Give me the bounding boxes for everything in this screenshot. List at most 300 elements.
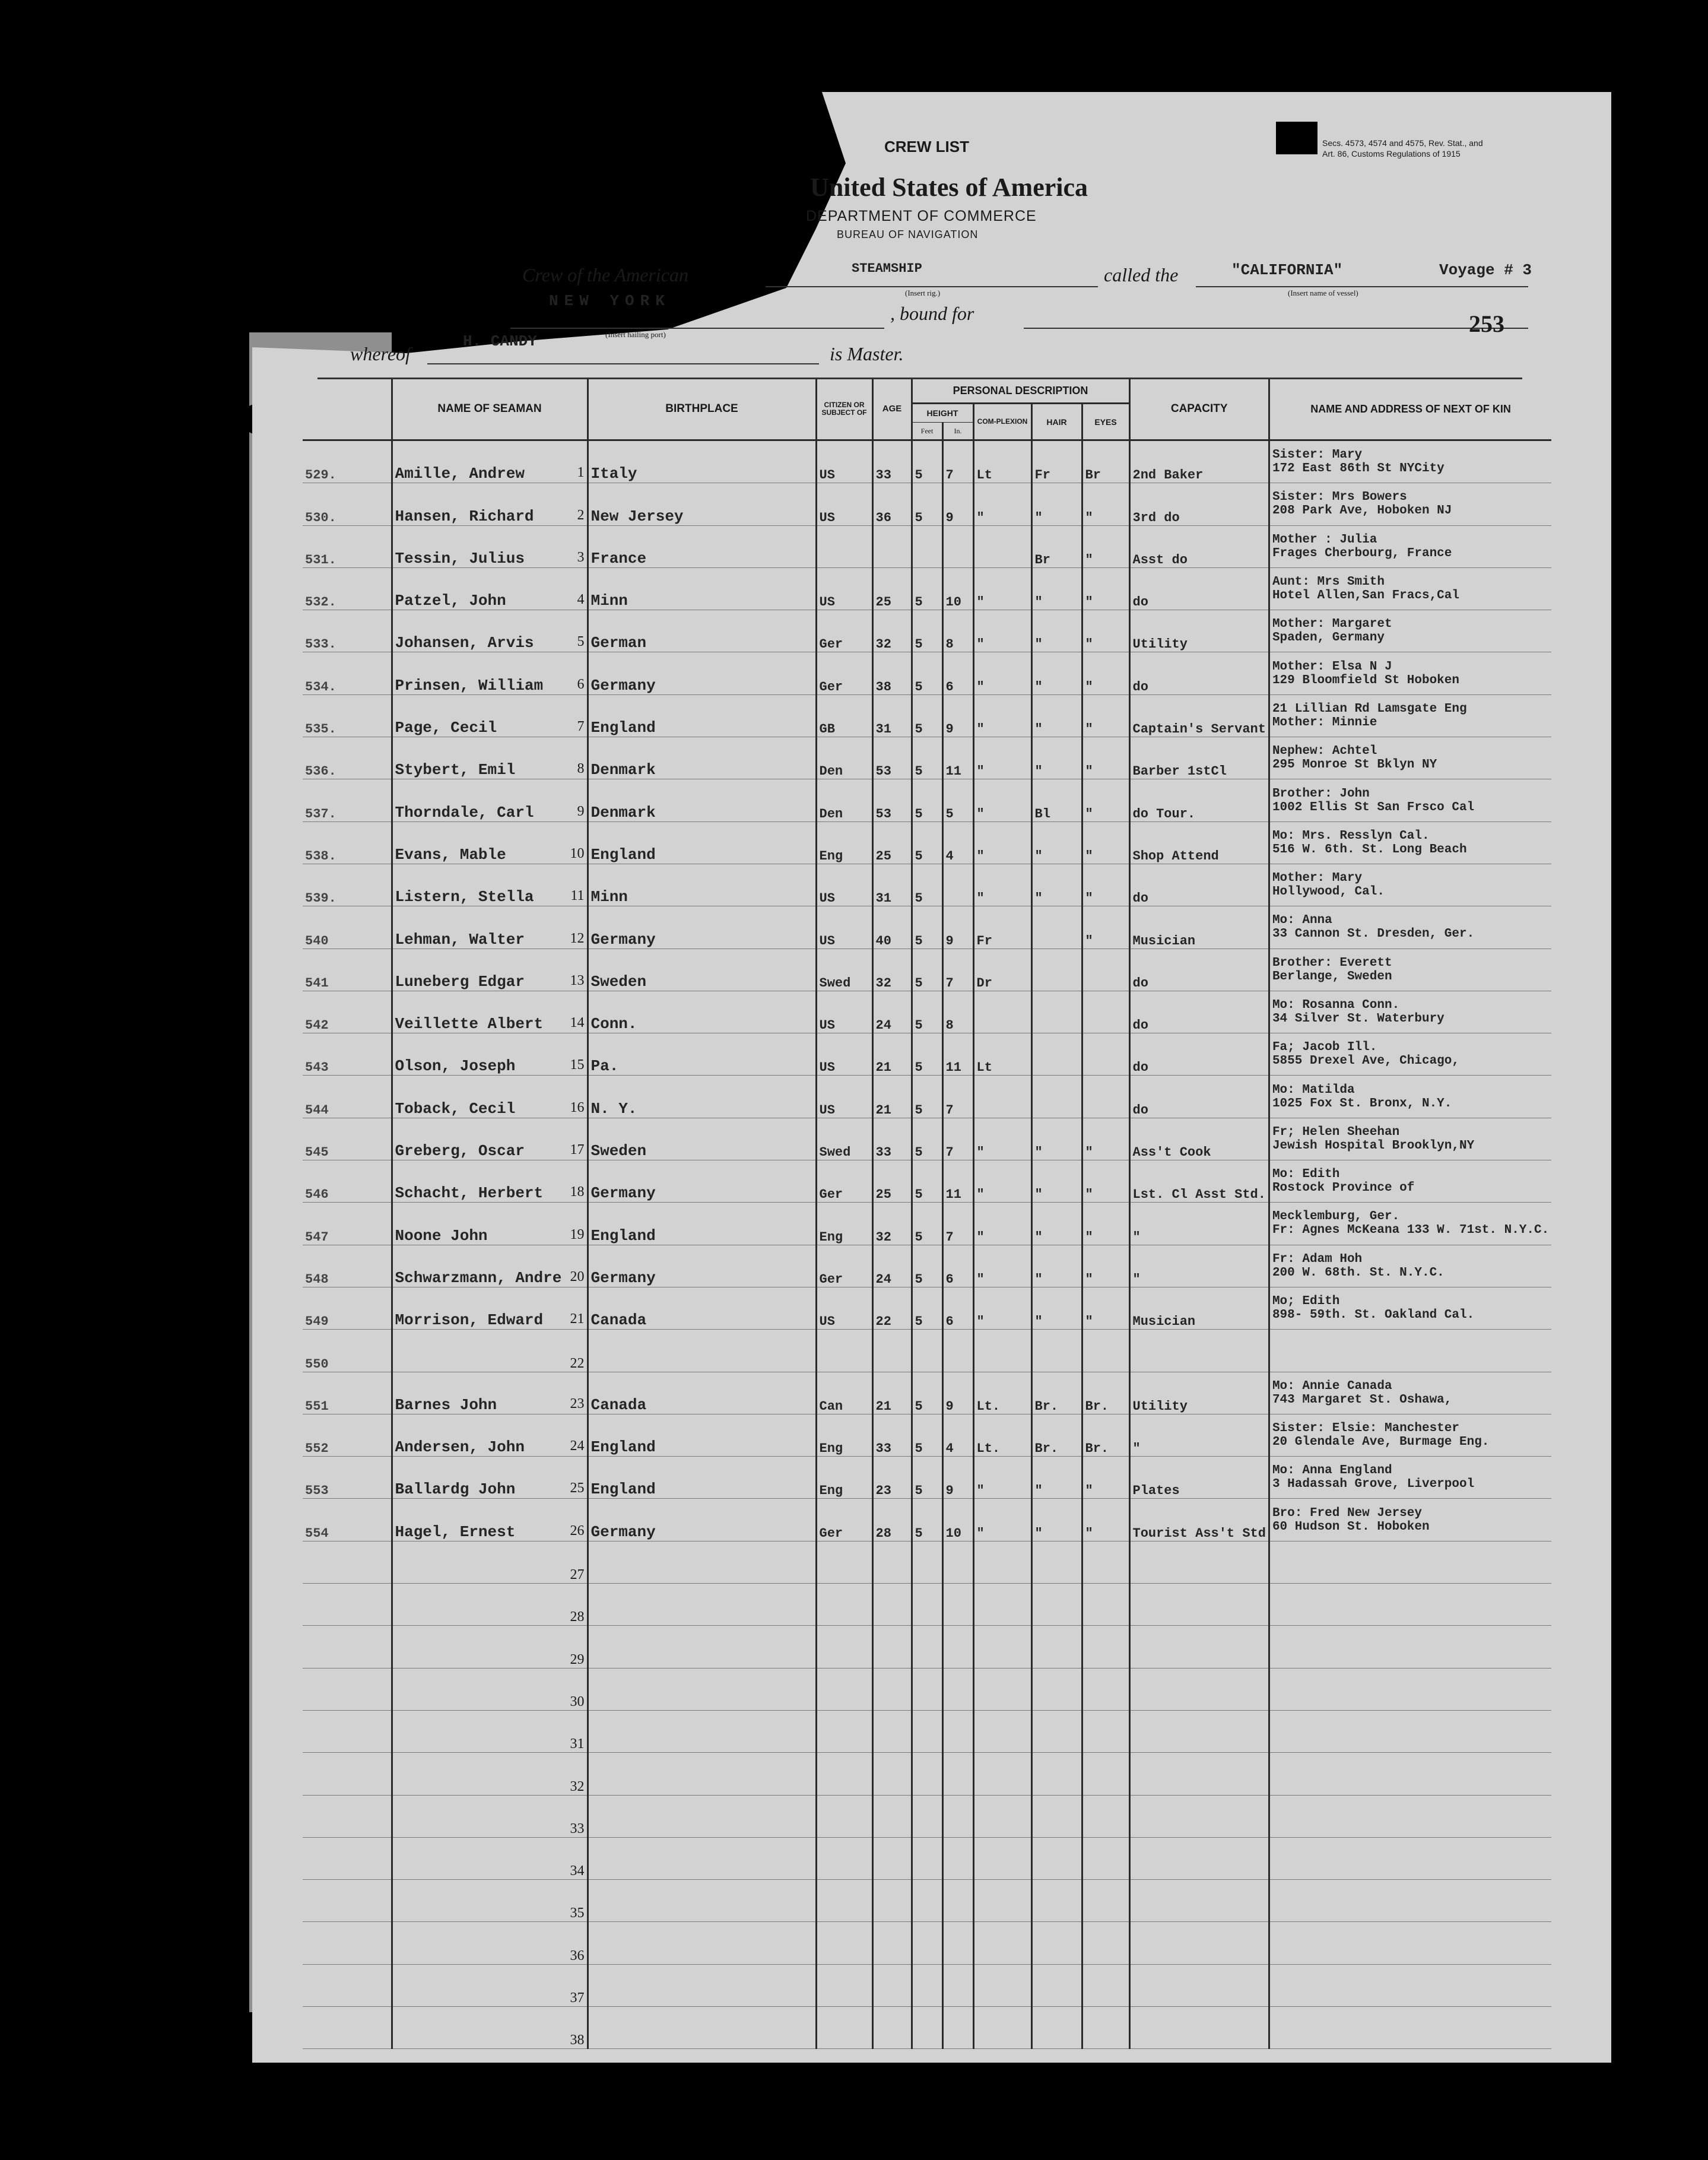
table-row (303, 567, 1551, 610)
next-of-kin-line: Spaden, Germany (1272, 631, 1385, 645)
bound-for-line (1024, 328, 1528, 329)
next-of-kin-line: 3 Hadassah Grove, Liverpool (1272, 1477, 1475, 1492)
age-cell-text: 25 (875, 848, 891, 864)
next-of-kin-line: Rostock Province of (1272, 1181, 1415, 1195)
crew-of-label: Crew of the American (522, 264, 688, 286)
bureau-heading: BUREAU OF NAVIGATION (837, 229, 979, 240)
eyes-cell-text: " (1085, 595, 1093, 610)
height-inches-cell (942, 1414, 973, 1456)
age-cell (872, 1457, 912, 1499)
age-cell (872, 1245, 912, 1287)
height-inches-cell (942, 864, 973, 906)
citizenship-cell (816, 1160, 872, 1203)
punch-hole (116, 718, 145, 747)
table-row (303, 1118, 1551, 1160)
entry-number (303, 652, 392, 694)
entry-number (303, 1626, 392, 1668)
entry-number-text: 529. (305, 468, 336, 483)
complexion-cell (973, 1076, 1031, 1118)
punch-hole (116, 1840, 145, 1869)
capacity-cell (1129, 1922, 1269, 1964)
complexion-cell-text: " (976, 1229, 985, 1245)
eyes-cell (1082, 1922, 1129, 1964)
next-of-kin-line: Mother : Julia (1272, 532, 1377, 547)
entry-number-text: 544 (305, 1102, 329, 1118)
birthplace-cell (588, 483, 816, 525)
table-row (303, 1203, 1551, 1245)
table-row (303, 525, 1551, 567)
entry-number (303, 737, 392, 779)
seaman-name (392, 2006, 588, 2048)
ink-blot (1276, 122, 1317, 154)
eyes-cell-text: " (1085, 933, 1093, 949)
capacity-cell-text: Musician (1132, 1314, 1196, 1330)
eyes-cell (1082, 610, 1129, 652)
age-cell (872, 1922, 912, 1964)
seaman-name (392, 652, 588, 694)
capacity-cell-text: Tourist Ass't Std (1132, 1525, 1266, 1541)
eyes-cell (1082, 652, 1129, 694)
eyes-cell-text: " (1085, 848, 1093, 864)
hair-cell (1031, 1203, 1082, 1245)
seaman-name-text: Patzel, John (395, 592, 506, 610)
age-cell (872, 1372, 912, 1414)
eyes-cell-text: " (1085, 1229, 1093, 1245)
hair-cell-text: " (1034, 722, 1043, 737)
capacity-cell (1129, 1668, 1269, 1710)
birthplace-cell (588, 1118, 816, 1160)
seaman-name-text: Lehman, Walter (395, 930, 525, 949)
height-inches-cell (942, 1203, 973, 1245)
line-number: 33 (570, 1820, 585, 1837)
vessel-name: "CALIFORNIA" (1231, 261, 1343, 279)
entry-number (303, 694, 392, 737)
eyes-cell (1082, 1753, 1129, 1795)
height-inches-cell (942, 1922, 973, 1964)
age-cell (872, 1795, 912, 1837)
seaman-name (392, 779, 588, 822)
seaman-name (392, 864, 588, 906)
height-feet-cell (912, 1922, 942, 1964)
height-inches-cell (942, 1033, 973, 1076)
entry-number-text: 536. (305, 764, 336, 779)
citizenship-cell-text: US (819, 595, 835, 610)
hair-cell-text: Bl (1034, 806, 1050, 822)
table-row (303, 1584, 1551, 1626)
height-inches-cell (942, 779, 973, 822)
hair-cell-text: Fr (1034, 468, 1050, 483)
age-cell-text: 33 (875, 1441, 891, 1457)
seaman-name (392, 1287, 588, 1329)
eyes-cell (1082, 779, 1129, 822)
height-inches-cell (942, 991, 973, 1033)
height-feet-cell (912, 1499, 942, 1541)
citizenship-cell (816, 991, 872, 1033)
citizenship-cell-text: Eng (819, 1483, 843, 1499)
next-of-kin-line: Mo: Matilda (1272, 1083, 1355, 1097)
form-title: CREW LIST (884, 138, 969, 156)
next-of-kin-cell (1269, 567, 1551, 610)
rig-hint: (Insert rig.) (905, 288, 941, 297)
entry-number-text: 545 (305, 1145, 329, 1160)
capacity-cell-text: Asst do (1132, 552, 1188, 567)
entry-number-text: 531. (305, 552, 336, 567)
birthplace-cell (588, 1033, 816, 1076)
entry-number (303, 2006, 392, 2048)
complexion-cell (973, 1033, 1031, 1076)
next-of-kin-line: 516 W. 6th. St. Long Beach (1272, 842, 1467, 857)
next-of-kin-line: Jewish Hospital Brooklyn,NY (1272, 1138, 1475, 1153)
line-number: 8 (577, 761, 585, 777)
height-inches-cell (942, 1880, 973, 1922)
next-of-kin-cell (1269, 1245, 1551, 1287)
capacity-cell (1129, 1584, 1269, 1626)
age-cell-text: 40 (875, 933, 891, 949)
complexion-cell (973, 694, 1031, 737)
citizenship-cell (816, 1330, 872, 1372)
height-inches-cell-text: 7 (945, 1145, 954, 1160)
seaman-name (392, 1922, 588, 1964)
birthplace-cell-text: Sweden (591, 972, 647, 991)
height-inches-cell (942, 1584, 973, 1626)
birthplace-cell (588, 1203, 816, 1245)
complexion-cell (973, 737, 1031, 779)
line-number: 29 (570, 1651, 585, 1667)
entry-number-text: 538. (305, 848, 336, 864)
table-row (303, 1457, 1551, 1499)
entry-number (303, 1541, 392, 1583)
citizenship-cell (816, 1457, 872, 1499)
age-cell-text: 28 (875, 1525, 891, 1541)
hair-cell (1031, 440, 1082, 483)
hair-cell (1031, 864, 1082, 906)
height-inches-cell (942, 1541, 973, 1583)
line-number: 21 (570, 1311, 585, 1327)
entry-number (303, 1372, 392, 1414)
height-feet-cell (912, 694, 942, 737)
height-feet-cell (912, 1160, 942, 1203)
capacity-cell (1129, 525, 1269, 567)
citizenship-cell (816, 1753, 872, 1795)
entry-number (303, 1668, 392, 1710)
line-number: 20 (570, 1268, 585, 1284)
eyes-cell (1082, 737, 1129, 779)
capacity-cell-text: " (1132, 1441, 1141, 1457)
entry-number (303, 1160, 392, 1203)
capacity-cell (1129, 567, 1269, 610)
birthplace-cell (588, 991, 816, 1033)
age-cell-text: 32 (875, 637, 891, 652)
birthplace-cell-text: New Jersey (591, 507, 684, 525)
eyes-cell (1082, 483, 1129, 525)
height-feet-cell-text: 5 (915, 1102, 923, 1118)
citizenship-cell (816, 906, 872, 949)
height-feet-cell (912, 652, 942, 694)
seaman-name-text: Greberg, Oscar (395, 1142, 525, 1160)
eyes-cell-text: " (1085, 510, 1093, 525)
seaman-name-text: Andersen, John (395, 1438, 525, 1457)
citizenship-cell-text: Swed (819, 1145, 851, 1160)
height-inches-cell-text: 9 (945, 1483, 954, 1499)
next-of-kin-cell (1269, 822, 1551, 864)
birthplace-cell (588, 949, 816, 991)
punch-hole (116, 1359, 145, 1388)
age-cell-text: 31 (875, 891, 891, 906)
line-number: 31 (570, 1736, 585, 1752)
height-inches-cell-text: 8 (945, 1018, 954, 1033)
hair-cell (1031, 1795, 1082, 1837)
statute-line: Secs. 4573, 4574 and 4575, Rev. Stat., and (1322, 138, 1483, 148)
citizenship-cell-text: GB (819, 722, 835, 737)
complexion-cell (973, 1541, 1031, 1583)
table-row (303, 1880, 1551, 1922)
line-number: 24 (570, 1438, 585, 1454)
capacity-cell (1129, 1287, 1269, 1329)
height-inches-cell-text: 7 (945, 975, 954, 991)
seaman-name-text: Thorndale, Carl (395, 803, 534, 822)
height-feet-cell (912, 1330, 942, 1372)
seaman-name (392, 822, 588, 864)
next-of-kin-line: Sister: Mary (1272, 448, 1363, 462)
height-feet-cell-text: 5 (915, 1441, 923, 1457)
hair-cell (1031, 1245, 1082, 1287)
birthplace-cell-text: Germany (591, 1523, 656, 1541)
age-cell (872, 1033, 912, 1076)
complexion-cell-text: " (976, 764, 985, 779)
next-of-kin-cell (1269, 1076, 1551, 1118)
next-of-kin-cell (1269, 1626, 1551, 1668)
next-of-kin-cell (1269, 737, 1551, 779)
table-row (303, 991, 1551, 1033)
height-feet-cell-text: 5 (915, 1483, 923, 1499)
eyes-cell (1082, 694, 1129, 737)
birthplace-cell (588, 525, 816, 567)
line-number: 7 (577, 719, 585, 735)
next-of-kin-line: 1025 Fox St. Bronx, N.Y. (1272, 1096, 1452, 1111)
eyes-cell-text: " (1085, 1314, 1093, 1330)
next-of-kin-cell (1269, 652, 1551, 694)
height-inches-cell-text: 6 (945, 1271, 954, 1287)
entry-number (303, 610, 392, 652)
age-cell-text: 24 (875, 1018, 891, 1033)
capacity-cell (1129, 1118, 1269, 1160)
height-feet-cell (912, 1541, 942, 1583)
age-cell (872, 991, 912, 1033)
feet-header: Feet (912, 423, 942, 440)
entry-number (303, 1203, 392, 1245)
capacity-cell (1129, 822, 1269, 864)
hair-cell-text: " (1034, 637, 1043, 652)
height-inches-cell (942, 1795, 973, 1837)
vessel-hint: (Insert name of vessel) (1288, 288, 1358, 297)
height-feet-cell (912, 906, 942, 949)
height-inches-cell-text: 7 (945, 468, 954, 483)
capacity-cell-text: do (1132, 1102, 1148, 1118)
row-number-header (303, 379, 392, 440)
citizenship-cell (816, 1668, 872, 1710)
capacity-cell-text: do (1132, 1018, 1148, 1033)
age-cell-text: 31 (875, 722, 891, 737)
birthplace-cell (588, 1372, 816, 1414)
citizenship-cell-text: Ger (819, 637, 843, 652)
capacity-cell-text: Shop Attend (1132, 848, 1219, 864)
entry-number (303, 949, 392, 991)
eyes-cell (1082, 1710, 1129, 1752)
birthplace-cell (588, 737, 816, 779)
citizenship-cell-text: US (819, 468, 835, 483)
eyes-cell (1082, 567, 1129, 610)
height-inches-cell (942, 1245, 973, 1287)
citizenship-cell (816, 1795, 872, 1837)
hailing-hint: (Insert hailing port) (605, 330, 666, 339)
hair-cell-text: " (1034, 764, 1043, 779)
next-of-kin-line: Mo; Edith (1272, 1295, 1340, 1309)
entry-number (303, 525, 392, 567)
next-of-kin-cell (1269, 1330, 1551, 1372)
capacity-cell (1129, 1330, 1269, 1372)
height-inches-cell (942, 2006, 973, 2048)
entry-number (303, 864, 392, 906)
seaman-name-text: Morrison, Edward (395, 1311, 544, 1330)
age-cell (872, 610, 912, 652)
capacity-cell (1129, 1837, 1269, 1879)
punch-hole (116, 843, 145, 871)
next-of-kin-line: 34 Silver St. Waterbury (1272, 1012, 1445, 1026)
capacity-cell-text: do (1132, 975, 1148, 991)
next-of-kin-cell (1269, 2006, 1551, 2048)
entry-number-text: 530. (305, 510, 336, 525)
entry-number-text: 539. (305, 891, 336, 906)
citizenship-cell (816, 1880, 872, 1922)
eyes-cell (1082, 949, 1129, 991)
eyes-cell (1082, 440, 1129, 483)
complexion-cell (973, 610, 1031, 652)
entry-number-text: 554 (305, 1525, 329, 1541)
next-of-kin-cell (1269, 1372, 1551, 1414)
citizenship-cell (816, 1710, 872, 1752)
height-feet-cell (912, 1414, 942, 1456)
age-cell (872, 737, 912, 779)
line-number: 6 (577, 676, 585, 692)
height-feet-cell-text: 5 (915, 1018, 923, 1033)
complexion-cell (973, 1203, 1031, 1245)
height-inches-cell (942, 610, 973, 652)
birthplace-cell (588, 1710, 816, 1752)
capacity-cell (1129, 1203, 1269, 1245)
eyes-cell (1082, 1076, 1129, 1118)
hair-cell (1031, 1753, 1082, 1795)
next-of-kin-line: Sister: Elsie: Manchester (1272, 1421, 1459, 1435)
entry-number-text: 547 (305, 1229, 329, 1245)
capacity-cell (1129, 991, 1269, 1033)
capacity-cell-text: " (1132, 1229, 1141, 1245)
next-of-kin-cell (1269, 1287, 1551, 1329)
hair-cell (1031, 652, 1082, 694)
line-number: 11 (570, 888, 585, 904)
entry-number (303, 1033, 392, 1076)
age-cell-text: 24 (875, 1271, 891, 1287)
birthplace-cell-text: England (591, 845, 656, 864)
entry-number (303, 483, 392, 525)
hair-cell-text: " (1034, 595, 1043, 610)
age-cell (872, 1541, 912, 1583)
citizenship-cell-text: US (819, 1018, 835, 1033)
citizenship-cell (816, 1837, 872, 1879)
next-of-kin-line: 1002 Ellis St San Frsco Cal (1272, 800, 1475, 814)
rig-value: STEAMSHIP (852, 261, 922, 276)
citizenship-cell (816, 1118, 872, 1160)
birthplace-cell (588, 610, 816, 652)
seaman-name (392, 1457, 588, 1499)
citizenship-cell-text: Can (819, 1398, 843, 1414)
entry-number-text: 546 (305, 1187, 329, 1203)
table-row (303, 610, 1551, 652)
seaman-name-text: Schwarzmann, Andre (395, 1268, 562, 1287)
hair-cell (1031, 1160, 1082, 1203)
hair-cell-text: " (1034, 1145, 1043, 1160)
birthplace-cell (588, 1330, 816, 1372)
seaman-name (392, 1584, 588, 1626)
height-inches-cell-text: 11 (945, 1187, 961, 1203)
capacity-cell (1129, 1710, 1269, 1752)
eyes-cell-text: " (1085, 764, 1093, 779)
seaman-name (392, 440, 588, 483)
entry-number (303, 1245, 392, 1287)
height-feet-cell (912, 1584, 942, 1626)
seaman-name-text: Listern, Stella (395, 888, 534, 906)
height-feet-cell (912, 864, 942, 906)
citizenship-cell-text: US (819, 1314, 835, 1330)
birthplace-cell (588, 694, 816, 737)
entry-number (303, 1922, 392, 1964)
next-of-kin-line: Sister: Mrs Bowers (1272, 490, 1407, 505)
capacity-cell (1129, 1457, 1269, 1499)
height-feet-cell-text: 5 (915, 1398, 923, 1414)
height-inches-cell (942, 483, 973, 525)
next-of-kin-cell (1269, 1880, 1551, 1922)
height-feet-cell (912, 1245, 942, 1287)
next-of-kin-cell (1269, 1753, 1551, 1795)
hair-cell (1031, 1457, 1082, 1499)
hair-cell (1031, 906, 1082, 949)
voyage-number: Voyage # 3 (1439, 261, 1532, 279)
height-feet-cell-text: 5 (915, 510, 923, 525)
age-cell-text: 33 (875, 468, 891, 483)
next-of-kin-cell (1269, 440, 1551, 483)
entry-number-text: 543 (305, 1060, 329, 1076)
height-inches-cell (942, 737, 973, 779)
height-inches-cell-text: 10 (945, 1525, 961, 1541)
line-number: 4 (577, 592, 585, 608)
next-of-kin-line: 20 Glendale Ave, Burmage Eng. (1272, 1435, 1490, 1449)
complexion-cell-text: " (976, 679, 985, 694)
capacity-cell-text: Captain's Servant (1132, 722, 1266, 737)
next-of-kin-line: 295 Monroe St Bklyn NY (1272, 758, 1437, 772)
height-feet-cell-text: 5 (915, 1525, 923, 1541)
seaman-name (392, 1203, 588, 1245)
line-number: 26 (570, 1523, 585, 1539)
age-cell (872, 1880, 912, 1922)
height-feet-cell (912, 1118, 942, 1160)
line-number: 38 (570, 2032, 585, 2048)
eyes-cell-text: " (1085, 637, 1093, 652)
complexion-cell (973, 1160, 1031, 1203)
statute-line: Art. 86, Customs Regulations of 1915 (1322, 149, 1461, 158)
next-of-kin-line: 208 Park Ave, Hoboken NJ (1272, 504, 1452, 518)
line-number: 12 (570, 930, 585, 946)
citizenship-cell (816, 949, 872, 991)
hair-cell (1031, 737, 1082, 779)
